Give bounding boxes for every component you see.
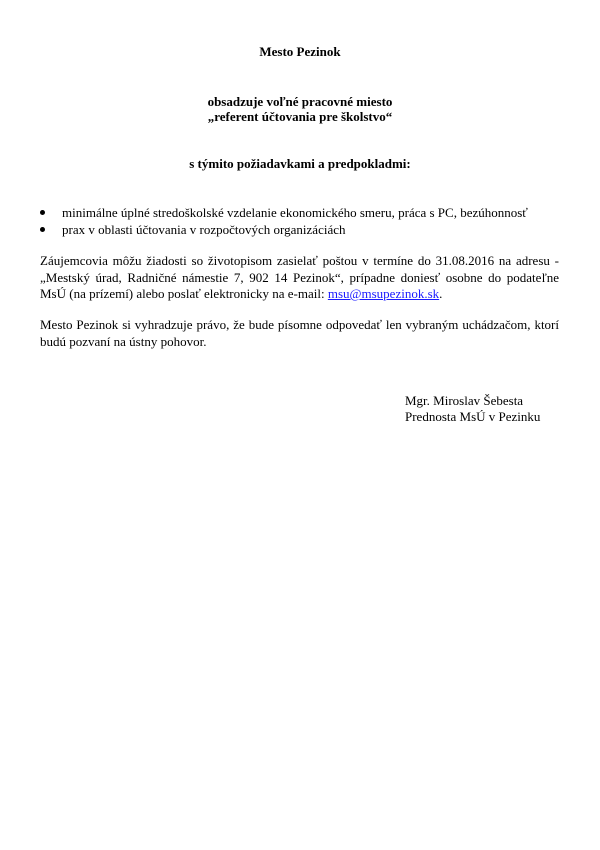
requirements-heading: s týmito požiadavkami a predpokladmi: <box>189 156 411 171</box>
list-item <box>40 221 570 238</box>
requirement-text: minimálne úplné stredoškolské vzdelanie ekonomického smeru, práca s PC, bezúhonnosť <box>62 205 528 220</box>
application-text-end: . <box>439 286 443 301</box>
application-paragraph <box>40 253 559 303</box>
signature-block <box>405 393 540 425</box>
signatory-name: Mgr. Miroslav Šebesta <box>405 393 524 408</box>
requirements-list <box>40 204 570 238</box>
email-link[interactable]: msu@msupezinok.sk <box>327 286 440 301</box>
reservation-paragraph: Mesto Pezinok si vyhradzuje právo, že bude písomne odpovedať len vybraným uchádzačom, ktorí budú pozvaní na ústny pohovor. <box>40 317 559 349</box>
requirement-text: prax v oblasti účtovania v rozpočtových organizáciách <box>62 222 346 237</box>
position-intro: obsadzuje voľné pracovné miesto <box>207 94 393 109</box>
bullet-icon <box>40 210 45 215</box>
bullet-icon <box>40 227 45 232</box>
application-text: Záujemcovia môžu žiadosti so životopisom zasielať poštou v termíne do 31.08.2016 na adresu - „Mestský úrad, Radničné námestie 7, 902 14 Pezinok“, prípadne doniesť osobne do podateľne MsÚ (na prízemí) alebo poslať elektronicky na e-mail: <box>40 253 559 301</box>
document-title: Mesto Pezinok <box>259 44 341 59</box>
signatory-role: Prednosta MsÚ v Pezinku <box>405 409 541 424</box>
position-name: „referent účtovania pre školstvo“ <box>207 109 393 124</box>
list-item <box>40 204 570 221</box>
